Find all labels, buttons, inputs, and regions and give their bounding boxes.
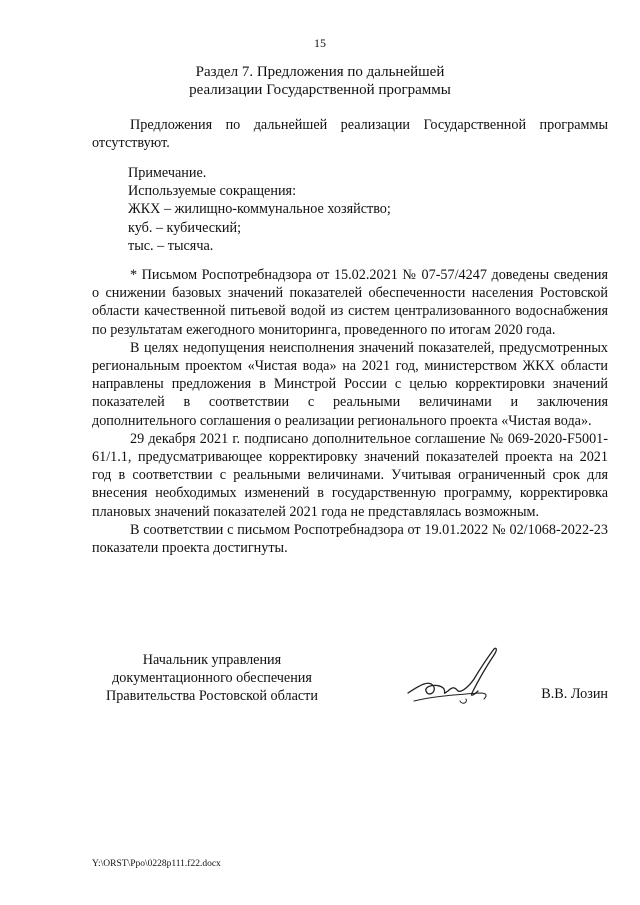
- abbreviation-item: куб. – кубический;: [128, 219, 242, 236]
- abbreviation-item: ЖКХ – жилищно-коммунальное хозяйство;: [128, 201, 391, 218]
- section-title-line-2: реализации Государственной программы: [189, 82, 451, 98]
- footnote-paragraph: 29 декабря 2021 г. подписано дополнительное соглашение № 069-2020-F5001-61/1.1, предусматривающее корректировку значений показателей проекта на 2021 год в соответствии с реальными величинами. Учитывая ограниченный срок для внесения необходимых изменений в государственную программу, корректировка плановых значений показателей 2021 года не представлялась возможным.: [92, 430, 608, 520]
- proposals-paragraph-block: [92, 116, 608, 152]
- page-number: 15: [314, 36, 326, 50]
- footnote-paragraph: В целях недопущения неисполнения значений показателей, предусмотренных региональным проектом «Чистая вода» на 2021 год, министерством ЖКХ области направлены предложения в Минстрой России с целью корректировки значений показателей в соответствии с реальными величинами и заключения дополнительного соглашения о реализации регионального проекта «Чистая вода».: [92, 339, 608, 429]
- handwritten-signature: [400, 635, 510, 715]
- signatory-title: [92, 651, 332, 706]
- proposals-paragraph: Предложения по дальнейшей реализации Государственной программы отсутствуют.: [92, 117, 608, 152]
- footnote-paragraph: * Письмом Роспотребнадзора от 15.02.2021 № 07-57/4247 доведены сведения о снижении базовых значений показателей обеспеченности населения Ростовской области качественной питьевой водой из систем централизованного водоснабжения по результатам ежегодного мониторинга, проведенного по итогам 2020 года.: [92, 267, 608, 338]
- abbreviations-heading: Используемые сокращения:: [128, 183, 297, 200]
- section-title: [0, 63, 640, 99]
- file-path: Y:\ORST\Ppo\0228p111.f22.docx: [92, 859, 221, 869]
- notes-heading: Примечание.: [128, 165, 207, 181]
- signatory-title-line-3: Правительства Ростовской области: [106, 688, 318, 705]
- signatory-title-line-2: документационного обеспечения: [112, 670, 312, 687]
- notes-block: [128, 164, 391, 255]
- section-title-line-1: Раздел 7. Предложения по дальнейшей: [195, 64, 445, 80]
- signer-name: В.В. Лозин: [541, 686, 608, 702]
- footnote-paragraph: В соответствии с письмом Роспотребнадзора от 19.01.2022 № 02/1068-2022-23 показатели проекта достигнуты.: [92, 521, 608, 557]
- footnote-block: [92, 266, 608, 557]
- abbreviation-item: тыс. – тысяча.: [128, 237, 214, 254]
- signatory-title-line-1: Начальник управления: [142, 652, 282, 668]
